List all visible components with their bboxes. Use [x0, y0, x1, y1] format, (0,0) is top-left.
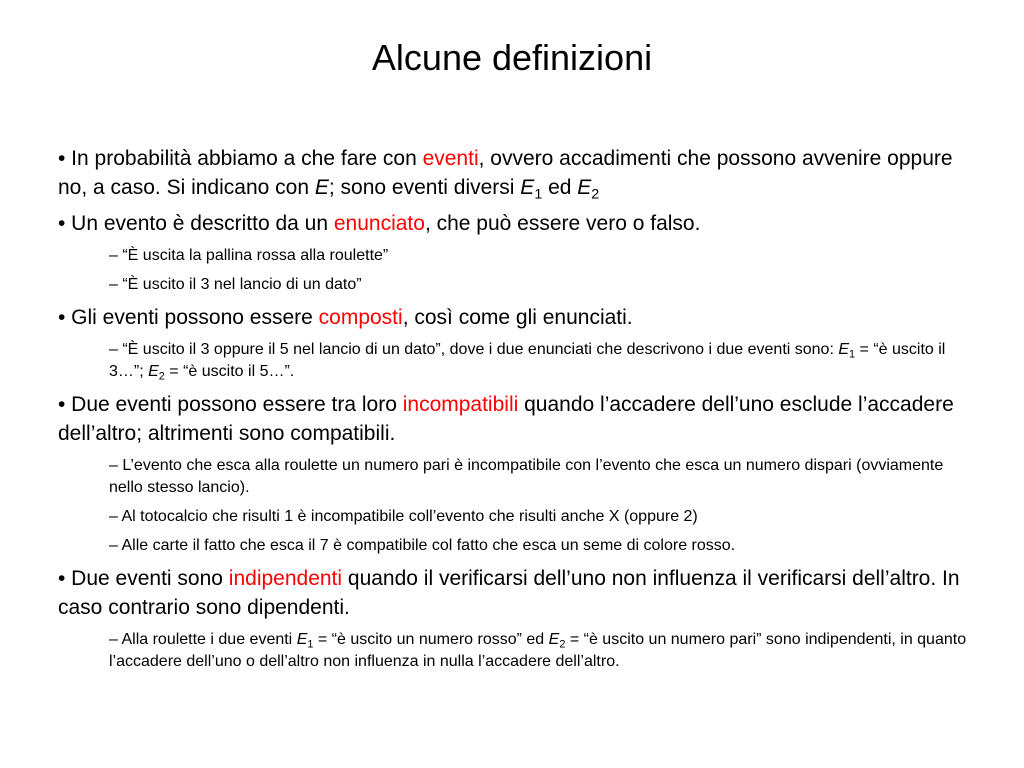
symbol-e1: E — [520, 176, 535, 199]
slide-content — [58, 144, 978, 680]
text: quando il verificarsi dell’uno non influenza il verificarsi dell’altro. In caso contrario sono dipendenti. — [58, 567, 960, 619]
text: = “è uscito un numero rosso” ed — [313, 631, 549, 648]
text: , ovvero accadimenti che possono avvenire oppure no, a caso. Si indicano con — [58, 147, 953, 199]
text: – “È uscito il 3 oppure il 5 nel lancio di un dato”, dove i due enunciati che descrivono i due eventi sono: — [109, 341, 839, 358]
subscript: 2 — [158, 370, 165, 383]
keyword-enunciato: enunciato — [333, 212, 425, 235]
text: = “è uscito il 5…”. — [164, 363, 295, 380]
bullet-enunciato — [58, 209, 978, 238]
text: – Alla roulette i due eventi — [109, 631, 297, 648]
symbol-e: E — [314, 176, 329, 199]
symbol-e1: E — [296, 631, 308, 648]
text: • In probabilità abbiamo a che fare con — [58, 147, 423, 170]
bullet-incompatibili — [58, 390, 978, 448]
text: • Gli eventi possono essere — [58, 306, 319, 329]
symbol-e2: E — [577, 176, 592, 199]
keyword-composti: composti — [318, 306, 403, 329]
sub-bullet: – L’evento che esca alla roulette un numero pari è incompatibile con l’evento che esca un numero dispari (ovviamente nello stesso lancio). — [109, 457, 944, 496]
subscript: 1 — [307, 638, 314, 651]
subscript: 2 — [559, 638, 566, 651]
sub-bullet: – “È uscita la pallina rossa alla roulette” — [109, 247, 389, 264]
text: = “è uscito un numero pari” sono indipendenti, in quanto l’accadere dell’uno o dell’altro non influenza in nulla l’accadere dell’altro. — [109, 631, 967, 670]
text: • Due eventi possono essere tra loro — [58, 393, 403, 416]
subscript: 2 — [591, 186, 600, 203]
text: • Un evento è descritto da un — [58, 212, 334, 235]
text: , così come gli enunciati. — [402, 306, 633, 329]
text: • Due eventi sono — [58, 567, 229, 590]
bullet-composti — [58, 303, 978, 332]
symbol-e2: E — [548, 631, 560, 648]
keyword-eventi: eventi — [422, 147, 479, 170]
text: quando l’accadere dell’uno esclude l’accadere dell’altro; altrimenti sono compatibili. — [58, 393, 954, 445]
keyword-incompatibili: incompatibili — [402, 393, 519, 416]
text: ; sono eventi diversi — [328, 176, 521, 199]
subscript: 1 — [534, 186, 543, 203]
slide-title: Alcune definizioni — [371, 37, 653, 78]
sub-bullet — [109, 629, 969, 673]
keyword-indipendenti: indipendenti — [228, 567, 343, 590]
bullet-indipendenti — [58, 564, 978, 622]
text: ed — [542, 176, 578, 199]
bullet-eventi — [58, 144, 978, 202]
text: = “è uscito il 3…”; — [109, 341, 946, 380]
symbol-e1: E — [838, 341, 850, 358]
sub-bullet — [109, 339, 969, 383]
symbol-e2: E — [148, 363, 159, 380]
subscript: 1 — [849, 348, 856, 361]
sub-bullet: – Alle carte il fatto che esca il 7 è compatibile col fatto che esca un seme di colore rosso. — [109, 537, 736, 554]
text: , che può essere vero o falso. — [424, 212, 701, 235]
sub-bullet: – Al totocalcio che risulti 1 è incompatibile coll’evento che risulti anche X (oppure 2) — [109, 508, 698, 525]
sub-bullet: – “È uscito il 3 nel lancio di un dato” — [109, 276, 362, 293]
